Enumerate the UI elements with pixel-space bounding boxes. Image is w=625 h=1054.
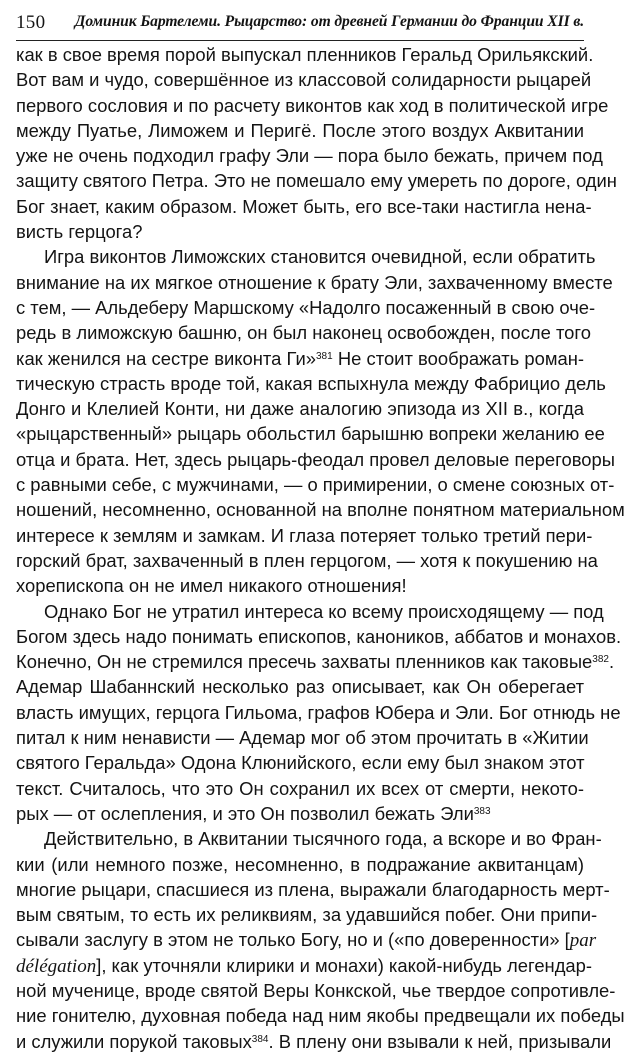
text-line: отца и брата. Нет, здесь рыцарь-феодал провел деловые переговоры: [16, 448, 615, 470]
paragraph: [16, 599, 622, 827]
text-line: «рыцарственный» рыцарь обольстил барышню вопреки желанию ее: [16, 423, 605, 445]
text-line: внимание на их мягкое отношение к брату Эли, захваченному вместе: [16, 271, 613, 293]
text-line: власть имущих, герцога Гильома, графов Юбера и Эли. Бог отнюдь не: [16, 701, 621, 723]
running-title: Доминик Бартелеми. Рыцарство: от древней Германии до Франции XII в.: [74, 13, 584, 30]
text-line: Однако Бог не утратил интереса ко всему происходящему — под: [44, 600, 604, 622]
text-line: ной мученице, вроде святой Веры Конкской, чье твердое сопротивле-: [16, 979, 616, 1001]
text-line: Действительно, в Аквитании тысячного года, а вскоре и во Фран-: [44, 828, 602, 850]
text-line: ношений, несомненно, основанной на вполне понятном материальном: [16, 499, 625, 521]
italic-term: délégation: [16, 955, 97, 977]
text-line: Адемар Шабаннский несколько раз описывает, как Он оберегает: [16, 676, 584, 698]
footnote-ref: 384: [251, 1033, 269, 1045]
text-line: питал к ним ненависти — Адемар мог об этом прочитать в «Житии: [16, 727, 589, 749]
text-line: тическую страсть вроде той, какая вспыхнула между Фабрицио дель: [16, 372, 606, 394]
text-line: с тем, — Альдеберу Маршскому «Надолго посаженный в свою оче-: [16, 296, 596, 318]
text-line: Конечно, Он не стремился пресечь захваты пленников как таковые$^{382}$.: [16, 651, 615, 673]
page-header: [16, 8, 584, 41]
text-line: висть герцога?: [16, 221, 143, 243]
text-line: святого Геральда» Одона Клюнийского, если ему был знаком этот: [16, 752, 585, 774]
text-line: рых — от ослепления, и это Он позволил бежать Эли$^{383}$: [16, 802, 491, 824]
paragraph: [16, 244, 625, 598]
italic-term: par: [569, 930, 597, 952]
text-line: текст. Считалось, что это Он сохранил их всех от смерти, некото-: [16, 777, 584, 799]
text-line: Богом здесь надо понимать епископов, каноников, аббатов и монахов.: [16, 625, 622, 647]
footnote-ref: 383: [473, 805, 491, 817]
text-line: как женился на сестре виконта Ги»$^{381}$ Не стоит воображать роман-: [16, 347, 584, 369]
text-line: вым святым, то есть их реликвиям, за удавшийся побег. Они припи-: [16, 904, 598, 926]
text-line: как в свое время порой выпускал пленников Геральд Орильякский.: [16, 44, 594, 65]
text-line: с равными себе, с мужчинами, — о примирении, о смене союзных от-: [16, 474, 615, 496]
text-line: Вот вам и чудо, совершённое из классовой солидарности рыцарей: [16, 69, 592, 91]
text-line: сывали заслугу в этом не только Богу, но и («по доверенности» [par: [16, 929, 597, 952]
paragraph: [16, 42, 617, 244]
text-line: хорепископа он не имел никакого отношения!: [16, 575, 407, 597]
text-line: délégation], как уточняли клирики и монахи) какой-нибудь легендар-: [16, 954, 593, 977]
paragraph: [16, 826, 625, 1054]
footnote-ref: 381: [315, 350, 333, 362]
text-line: Бог знает, каким образом. Может быть, его все-таки настигла нена-: [16, 195, 592, 217]
text-line: и служили порукой таковых$^{384}$. В плену они взывали к ней, призывали: [16, 1030, 612, 1052]
text-line: редь в лиможскую башню, он был наконец освобожден, после того: [16, 322, 591, 344]
body-text: [16, 42, 625, 1054]
text-line: кии (или немного позже, несомненно, в подражание аквитанцам): [16, 853, 584, 875]
text-line: многие рыцари, спасшиеся из плена, выражали благодарность мерт-: [16, 878, 610, 900]
text-line: интересе к землям и замкам. И глаза потеряет только третий пери-: [16, 524, 593, 546]
footnote-ref: 382: [592, 654, 609, 666]
text-line: Донго и Клелией Конти, ни даже аналогию эпизода из XII в., когда: [16, 398, 584, 420]
text-line: Игра виконтов Лиможских становится очевидной, если обратить: [44, 246, 596, 268]
text-line: уже не очень подходил графу Эли — пора было бежать, причем под: [16, 145, 603, 167]
text-line: первого сословия и по расчету виконтов как ход в политической игре: [16, 94, 609, 116]
text-line: ние гонителю, духовная победа над ним якобы предвещали их победы: [16, 1005, 625, 1027]
text-line: между Пуатье, Лиможем и Перигё. После этого воздух Аквитании: [16, 119, 584, 141]
text-line: защиту святого Петра. Это не помешало ему умереть по дороге, один: [16, 170, 617, 192]
text-line: горский брат, захваченный в плен герцогом, — хотя к покушению на: [16, 549, 598, 571]
page-number: 150: [16, 12, 46, 33]
